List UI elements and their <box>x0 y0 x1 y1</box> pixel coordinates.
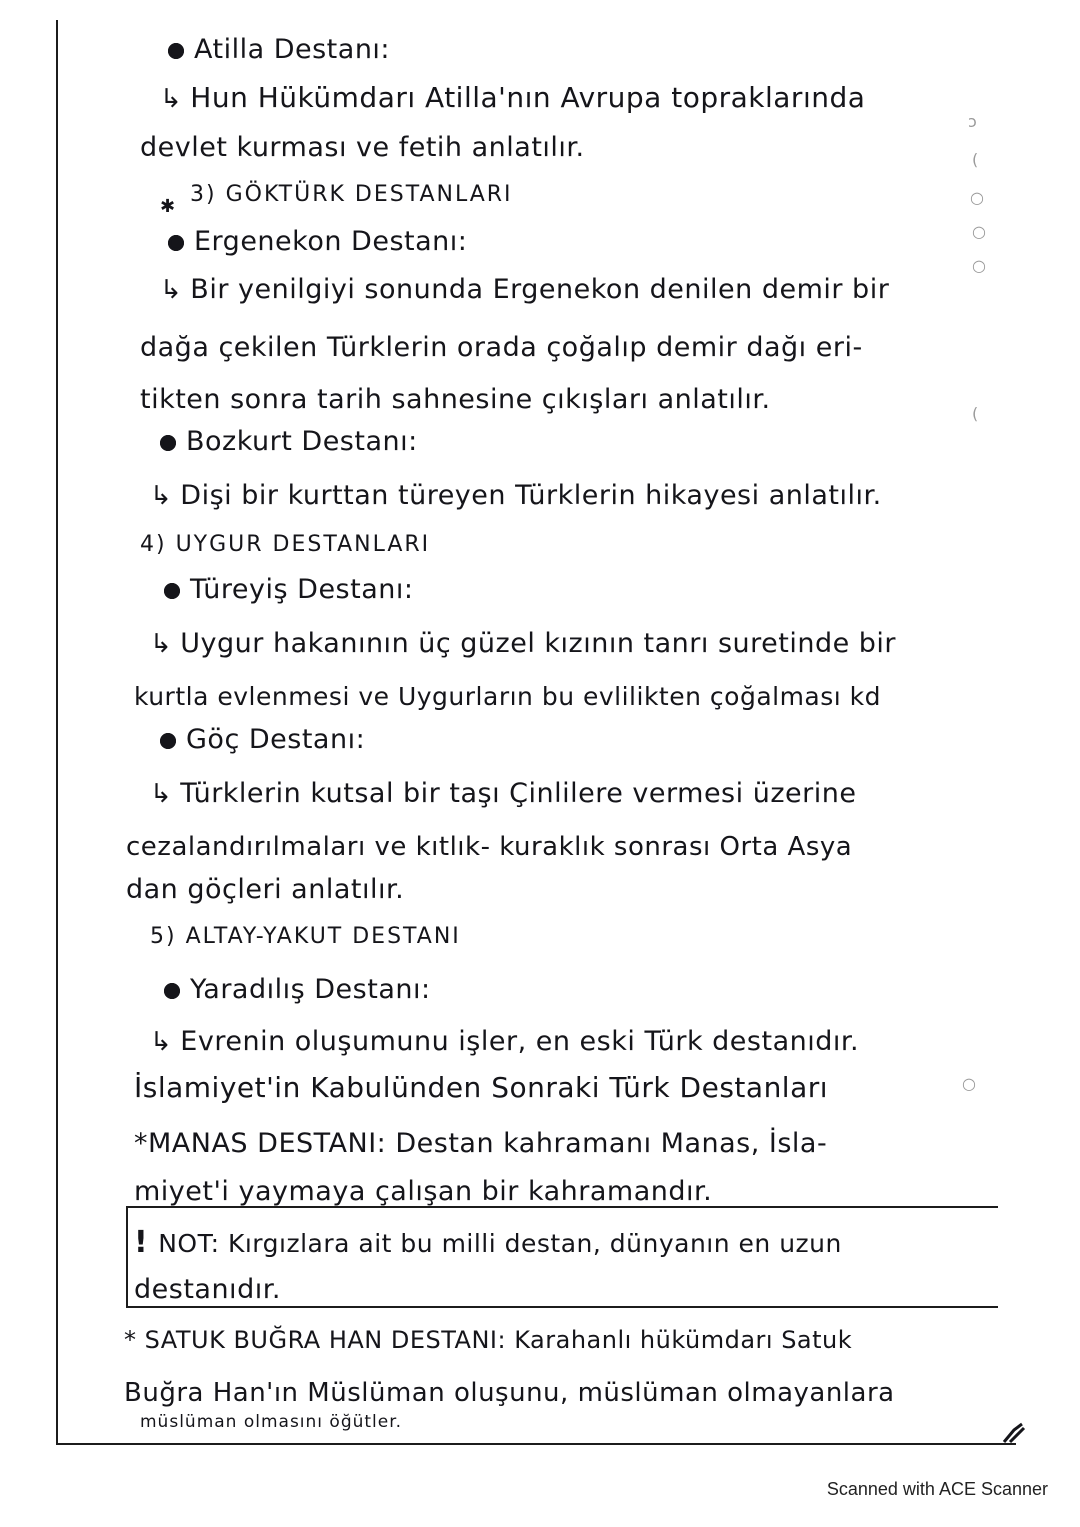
arrow-icon: ↳ <box>150 481 173 511</box>
line-text-row <box>134 1178 712 1205</box>
line-heading-bozkurt <box>160 428 418 455</box>
page-edge-mark: ○ <box>970 188 984 207</box>
line-text-row <box>150 630 896 657</box>
scanner-watermark: Scanned with ACE Scanner <box>826 1479 1048 1499</box>
page-edge-mark: ( <box>972 150 979 169</box>
line-text: miyet'i yaymaya çalışan bir kahramandır. <box>134 1176 713 1207</box>
pen-scribble-icon <box>1000 1420 1028 1446</box>
line-text: cezalandırılmaları ve kıtlık- kuraklık sonrası Orta Asya <box>126 832 853 862</box>
line-text: Buğra Han'ın Müslüman oluşunu, müslüman olmayanlara <box>124 1378 895 1408</box>
page-edge-mark: ○ <box>972 222 986 241</box>
line-text-row <box>140 334 863 361</box>
page-edge-mark: ↄ <box>968 112 977 131</box>
arrow-icon: ↳ <box>150 1027 173 1057</box>
line-text-row <box>134 684 881 709</box>
line-text: Hun Hükümdarı Atilla'nın Avrupa topraklarında <box>190 81 866 114</box>
page-edge-mark: ○ <box>972 256 986 275</box>
section-heading-gokturk <box>190 184 513 206</box>
line-heading-satuk-bugra <box>124 1328 852 1352</box>
section-heading-islamiyet <box>134 1071 829 1104</box>
bullet-icon <box>168 43 184 59</box>
line-text: tikten sonra tarih sahnesine çıkışları anlatılır. <box>140 384 771 415</box>
line-text: Ergenekon Destanı: <box>194 226 468 257</box>
line-text: NOT: Kırgızlara ait bu milli destan, dünyanın en uzun <box>158 1229 842 1258</box>
line-text: dan göçleri anlatılır. <box>126 874 405 905</box>
left-margin-line <box>56 20 58 1445</box>
arrow-icon: ↳ <box>160 275 183 305</box>
page-edge-mark: ○ <box>962 1074 976 1093</box>
line-text: Bir yenilgiyi sonunda Ergenekon denilen demir bir <box>190 274 890 305</box>
line-text: Türklerin kutsal bir taşı Çinlilere vermesi üzerine <box>180 778 857 809</box>
line-heading-yaradilis <box>164 976 431 1003</box>
section-heading-altay-yakut <box>150 926 461 948</box>
line-heading-ergenekon <box>168 228 467 255</box>
bullet-icon <box>160 435 176 451</box>
note-line <box>134 1276 281 1303</box>
line-text: Yaradılış Destanı: <box>190 974 431 1005</box>
line-text-row <box>140 386 771 413</box>
bullet-icon <box>168 235 184 251</box>
bottom-margin-line <box>56 1443 1016 1445</box>
line-text: * SATUK BUĞRA HAN DESTANI: Karahanlı hükümdarı Satuk <box>124 1326 853 1354</box>
arrow-icon: ↳ <box>150 629 173 659</box>
section-heading-uygur <box>140 534 430 556</box>
line-heading-manas <box>134 1130 827 1157</box>
line-text: Uygur hakanının üç güzel kızının tanrı suretinde bir <box>180 628 897 659</box>
exclamation-icon: ! <box>134 1225 149 1260</box>
line-text: *MANAS DESTANI: Destan kahramanı Manas, İsla- <box>134 1128 828 1159</box>
line-heading-tureyis <box>164 576 413 603</box>
bullet-icon <box>160 733 176 749</box>
line-text: Bozkurt Destanı: <box>186 426 418 457</box>
arrow-icon: ↳ <box>150 779 173 809</box>
line-text: Evrenin oluşumunu işler, en eski Türk destanıdır. <box>180 1026 860 1057</box>
line-text: destanıdır. <box>134 1274 281 1305</box>
bullet-icon <box>164 583 180 599</box>
line-text-row <box>126 876 404 903</box>
line-text-row <box>126 834 852 860</box>
line-text-row <box>160 276 889 303</box>
line-text: müslüman olmasını öğütler. <box>140 1412 403 1432</box>
arrow-icon: ↳ <box>160 84 183 114</box>
line-text: dağa çekilen Türklerin orada çoğalıp demir dağı eri- <box>140 332 863 363</box>
line-text: kurtla evlenmesi ve Uygurların bu evlilikten çoğalması kd <box>134 682 882 711</box>
page-edge-mark: ( <box>972 404 979 423</box>
line-text-row <box>160 81 866 114</box>
line-text: Göç Destanı: <box>186 724 366 755</box>
line-text: devlet kurması ve fetih anlatılır. <box>140 132 585 163</box>
line-text: Atilla Destanı: <box>194 34 391 65</box>
bullet-icon <box>164 983 180 999</box>
line-heading-goc <box>160 726 365 753</box>
line-text: İslamiyet'in Kabulünden Sonraki Türk Destanları <box>134 1071 829 1104</box>
line-text-row <box>124 1380 895 1406</box>
line-text-row <box>150 1028 859 1055</box>
line-text-row <box>140 134 585 161</box>
line-text-row <box>150 482 882 509</box>
line-heading-atilla <box>168 36 390 63</box>
line-text: Dişi bir kurttan türeyen Türklerin hikayesi anlatılır. <box>180 480 882 511</box>
line-text: 5) ALTAY-YAKUT DESTANI <box>150 924 461 949</box>
line-text-row <box>150 780 856 807</box>
line-text: 4) UYGUR DESTANLARI <box>140 532 431 557</box>
line-text-row <box>140 1414 402 1431</box>
line-text: Türeyiş Destanı: <box>190 574 414 605</box>
margin-star-mark: ✱ <box>160 196 176 217</box>
note-line <box>134 1225 842 1260</box>
line-text: 3) GÖKTÜRK DESTANLARI <box>190 182 513 207</box>
